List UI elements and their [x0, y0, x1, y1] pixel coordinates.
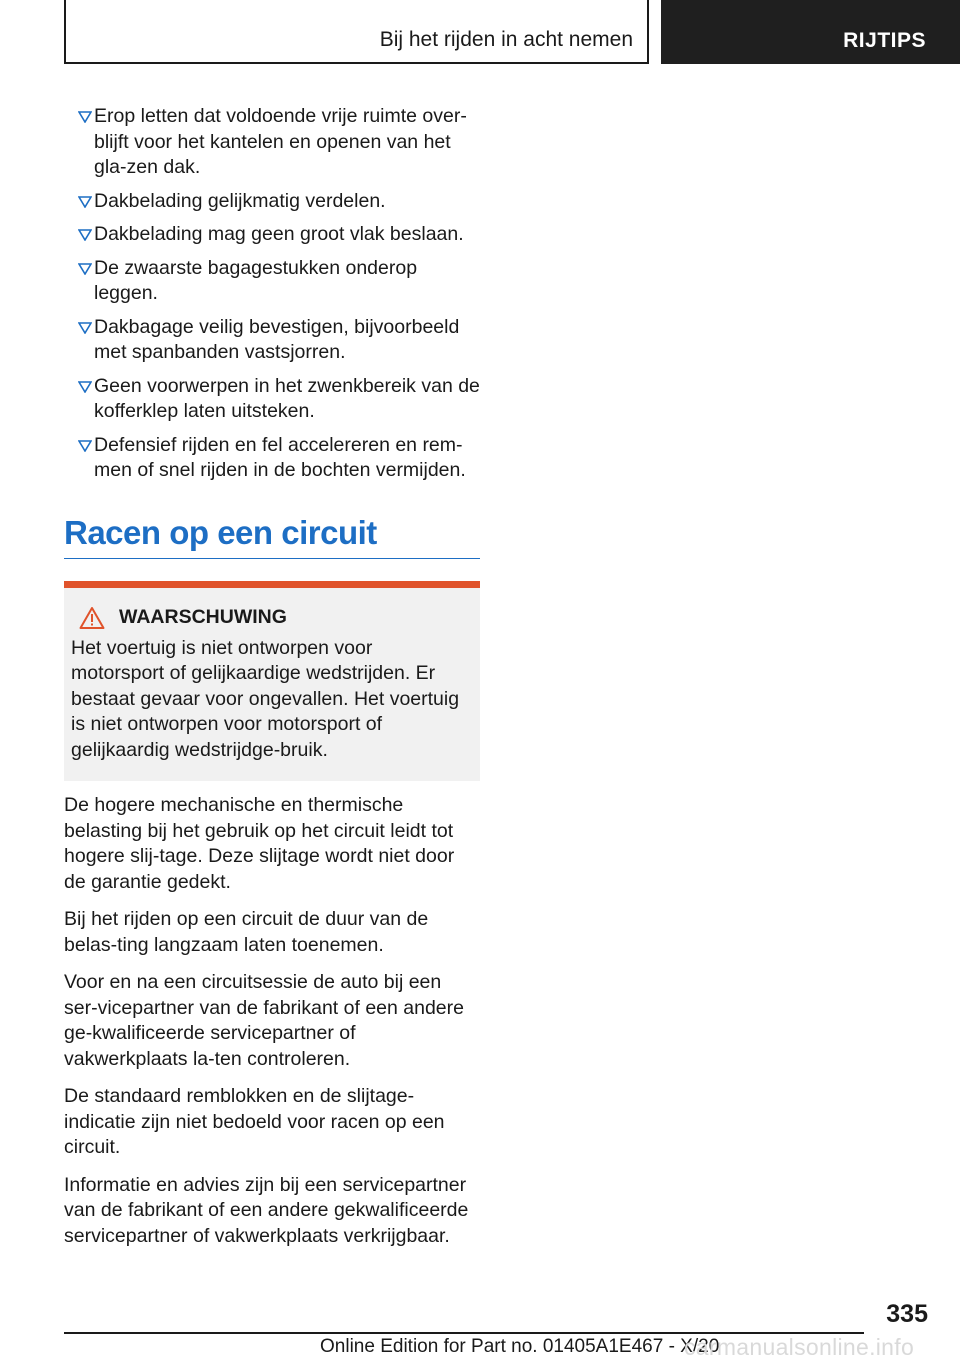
- header-section-title: Bij het rijden in acht nemen: [379, 28, 633, 51]
- header-chapter-box: [661, 0, 960, 64]
- page-number: 335: [886, 1300, 928, 1328]
- body-paragraph: Informatie en advies zijn bij een servicepartner van de fabrikant of een andere gekwalificeerde servicepartner of vakwerkplaats verkrijgbaar.: [64, 1173, 469, 1247]
- list-item-text: Erop letten dat voldoende vrije ruimte over-blijft voor het kantelen en openen van het gla-zen dak.: [94, 105, 467, 178]
- list-item-text: Dakbelading gelijkmatig verdelen.: [94, 189, 386, 212]
- footer-edition: Online Edition for Part no. 01405A1E467 - X/20: [320, 1336, 720, 1357]
- warning-heading: WAARSCHUWING: [119, 606, 287, 628]
- content-column: [64, 104, 480, 1249]
- warning-triangle-icon: [79, 606, 105, 630]
- footer-watermark: carmanualsonline.info: [684, 1334, 915, 1360]
- list-item-text: De zwaarste bagagestukken onderop leggen.: [94, 256, 418, 304]
- list-item: [64, 315, 480, 366]
- header-section-box: [64, 0, 649, 64]
- body-paragraph: Voor en na een circuitsessie de auto bij een ser-vicepartner van de fabrikant of een andere ge-kwalificeerde servicepartner of vakwerkplaats la-ten controleren.: [64, 971, 464, 1070]
- body-paragraph: Bij het rijden op een circuit de duur van de belas-ting langzaam laten toenemen.: [64, 908, 429, 956]
- bullet-list: [64, 104, 480, 484]
- list-item: [64, 433, 480, 484]
- section-title: Racen op een circuit: [64, 514, 480, 559]
- list-item: [64, 256, 480, 307]
- warning-text: Het voertuig is niet ontworpen voor motorsport of gelijkaardige wedstrijden. Er bestaat gevaar voor ongevallen. Het voertuig is niet ontworpen voor motorsport of gelijkaardig wedstrijdge-bruik.: [71, 636, 460, 761]
- list-item-text: Geen voorwerpen in het zwenkbereik van de kofferklep laten uitsteken.: [94, 374, 480, 422]
- list-item: [64, 104, 480, 181]
- list-item: [64, 222, 480, 248]
- body-paragraph: De standaard remblokken en de slijtage-indicatie zijn niet bedoeld voor racen op een circuit.: [64, 1085, 445, 1158]
- list-item: [64, 189, 480, 215]
- warning-box: [64, 581, 480, 782]
- list-item-text: Defensief rijden en fel accelereren en rem-men of snel rijden in de bochten vermijden.: [94, 433, 466, 481]
- list-item: [64, 374, 480, 425]
- body-paragraph: De hogere mechanische en thermische belasting bij het gebruik op het circuit leidt tot hogere slij-tage. Deze slijtage wordt niet door de garantie gedekt.: [64, 794, 455, 893]
- header-chapter-title: RIJTIPS: [843, 29, 926, 52]
- list-item-text: Dakbelading mag geen groot vlak beslaan.: [94, 223, 464, 245]
- warning-header: [71, 606, 468, 630]
- list-item-text: Dakbagage veilig bevestigen, bijvoorbeeld met spanbanden vastsjorren.: [94, 315, 460, 363]
